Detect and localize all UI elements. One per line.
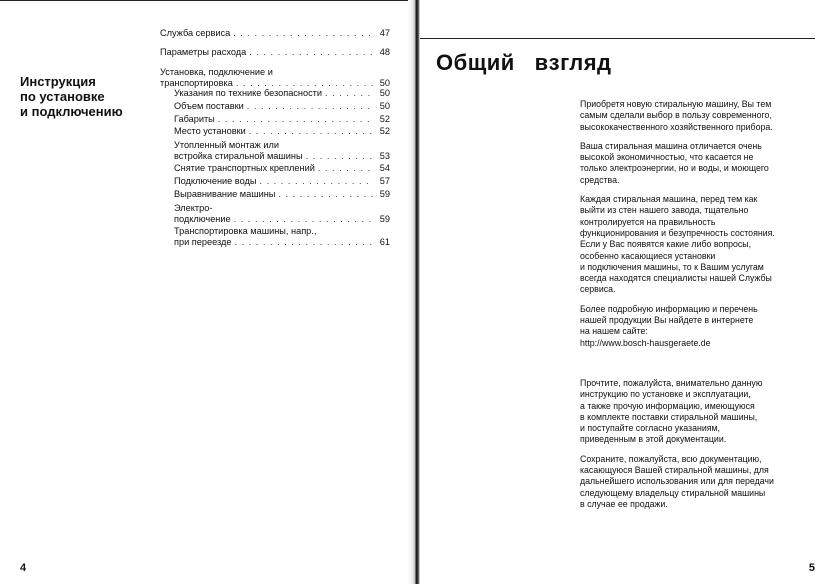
toc-entry-page: 61 bbox=[379, 237, 390, 247]
toc-entry-label: транспортировка bbox=[160, 78, 233, 88]
page-heading: Общий взгляд bbox=[436, 50, 612, 75]
toc-entry-label: Объем поставки bbox=[174, 101, 244, 111]
paragraph bbox=[580, 378, 810, 446]
text-line: выйти из стен нашего завода, тщательно bbox=[580, 205, 749, 216]
text-line: Прочтите, пожалуйста, внимательно данную bbox=[580, 378, 763, 388]
text-line: только электроэнергии, но и воды, и моющего bbox=[580, 163, 769, 174]
toc-entry[interactable] bbox=[160, 67, 390, 89]
text-line: всегда находятся специалисты нашей Службы bbox=[580, 273, 772, 284]
toc-entry-label: Транспортировка машины, напр., bbox=[174, 226, 317, 236]
toc-entry[interactable] bbox=[174, 163, 390, 174]
toc-entry[interactable] bbox=[174, 126, 390, 137]
text-line: высокой экономичностью, что касается не bbox=[580, 152, 754, 163]
top-rule-left bbox=[0, 0, 408, 1]
text-line: Более подробную информацию и перечень bbox=[580, 303, 758, 314]
text-line: особенно касающиеся установки bbox=[580, 250, 716, 261]
paragraph bbox=[580, 194, 810, 296]
toc-entry-page: 50 bbox=[379, 101, 390, 111]
text-line: и подключения машины, то к Вашим услугам bbox=[580, 261, 764, 272]
text-line: в комплекте поставки стиральной машины, bbox=[580, 411, 758, 422]
toc-entry[interactable] bbox=[160, 47, 390, 58]
paragraph bbox=[580, 99, 810, 133]
toc-entry[interactable] bbox=[174, 114, 390, 125]
left-page bbox=[0, 0, 408, 584]
toc-entry-label: Подключение воды bbox=[174, 176, 257, 186]
toc-entry-label: Габариты bbox=[174, 114, 215, 124]
toc-entry-page: 54 bbox=[379, 163, 390, 173]
text-line: Ваша стиральная машина отличается очень bbox=[580, 140, 762, 151]
toc-entry-page: 47 bbox=[379, 28, 390, 38]
instructions-text bbox=[580, 378, 810, 518]
toc-entry[interactable] bbox=[160, 28, 390, 39]
toc-entry-label: Выравнивание машины bbox=[174, 189, 276, 199]
toc-entry-page: 50 bbox=[379, 88, 390, 98]
text-line: касающуюся Вашей стиральной машины, для bbox=[580, 465, 769, 476]
text-line: Каждая стиральная машина, перед тем как bbox=[580, 194, 758, 205]
toc-entry[interactable] bbox=[174, 176, 390, 187]
text-line: инструкцию по установке и эксплуатации, bbox=[580, 389, 751, 400]
toc-entry[interactable] bbox=[174, 226, 390, 248]
text-line: контролируется на правильность bbox=[580, 216, 716, 227]
text-line: сервиса. bbox=[580, 284, 616, 295]
toc-entry[interactable] bbox=[174, 88, 390, 99]
text-line: Приобретя новую стиральную машину, Вы тем bbox=[580, 99, 772, 109]
text-line: приведенным в этой документации. bbox=[580, 434, 727, 445]
text-line: Если у Вас появятся какие либо вопросы, bbox=[580, 239, 752, 250]
toc-entry-label: Параметры расхода bbox=[160, 47, 247, 57]
right-page bbox=[420, 0, 835, 584]
text-line: следующему владельцу стиральной машины bbox=[580, 487, 766, 498]
section-title-line: Инструкция bbox=[20, 74, 96, 89]
text-line: нашей продукции Вы найдете в интернете bbox=[580, 315, 754, 326]
paragraph bbox=[580, 304, 810, 349]
section-title-line: по установке bbox=[20, 89, 105, 104]
text-line: Сохраните, пожалуйста, всю документацию, bbox=[580, 453, 762, 464]
toc-entry[interactable] bbox=[174, 203, 390, 225]
text-line: дальнейшего использования или для передачи bbox=[580, 476, 774, 487]
toc-entry-page: 52 bbox=[379, 114, 390, 124]
section-title bbox=[20, 74, 150, 119]
toc-entry-label: Место установки bbox=[174, 126, 246, 136]
section-title-line: и подключению bbox=[20, 104, 123, 119]
book-spine bbox=[408, 0, 420, 584]
heading-rule bbox=[420, 38, 815, 39]
text-line: высококачественного хозяйственного прибора. bbox=[580, 121, 773, 132]
paragraph bbox=[580, 141, 810, 186]
toc-entry-label: Установка, подключение и bbox=[160, 67, 273, 77]
toc-entry-page: 48 bbox=[379, 47, 390, 57]
toc-entry-page: 59 bbox=[379, 214, 390, 224]
text-line: средства. bbox=[580, 174, 620, 185]
toc-entry[interactable] bbox=[174, 189, 390, 200]
toc-entry[interactable] bbox=[174, 140, 390, 162]
toc-entry-label: подключение bbox=[174, 214, 231, 224]
text-line: на нашем сайте: bbox=[580, 326, 648, 337]
website-link[interactable]: http://www.bosch-hausgeraete.de bbox=[580, 337, 711, 348]
text-line: функционирования и безупречность состояния. bbox=[580, 227, 775, 238]
toc-entry-page: 53 bbox=[379, 151, 390, 161]
toc-entry-page: 57 bbox=[379, 176, 390, 186]
toc-entry-label: Указания по технике безопасности bbox=[174, 88, 323, 98]
text-line: и поступайте согласно указаниям, bbox=[580, 423, 720, 434]
paragraph bbox=[580, 454, 810, 510]
text-line: в случае ее продажи. bbox=[580, 498, 668, 509]
text-line: самым сделали выбор в пользу современного, bbox=[580, 110, 772, 121]
toc-entry-page: 59 bbox=[379, 189, 390, 199]
page-number-right: 5 bbox=[808, 562, 815, 574]
toc-entry-page: 52 bbox=[379, 126, 390, 136]
toc-entry-label: Электро- bbox=[174, 203, 213, 213]
intro-text bbox=[580, 99, 810, 357]
toc-entry[interactable] bbox=[174, 101, 390, 112]
toc-entry-label: Утопленный монтаж или bbox=[174, 140, 279, 150]
toc-entry-label: при переезде bbox=[174, 237, 232, 247]
toc-entry-label: Снятие транспортных креплений bbox=[174, 163, 315, 173]
text-line: а также прочую информацию, имеющуюся bbox=[580, 400, 755, 411]
toc-entry-label: Служба сервиса bbox=[160, 28, 231, 38]
page-number-left: 4 bbox=[20, 562, 27, 574]
toc-entry-label: встройка стиральной машины bbox=[174, 151, 303, 161]
toc-entry-page: 50 bbox=[379, 78, 390, 88]
